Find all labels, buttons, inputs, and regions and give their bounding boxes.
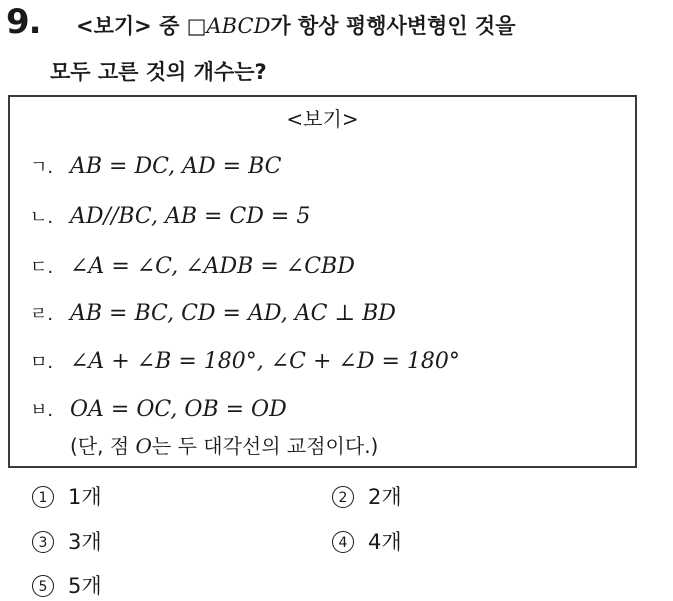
choice-4[interactable] (332, 526, 402, 556)
quadrilateral-name: ABCD (206, 14, 271, 38)
choice-3[interactable] (32, 526, 102, 556)
example-item-3 (30, 253, 355, 279)
choice-number-circle: 4 (332, 531, 354, 553)
question-prefix: <보기> 중 □ (76, 14, 207, 38)
question-line-2: 모두 고른 것의 개수는? (50, 60, 267, 84)
item-label: ㄴ. (30, 207, 54, 228)
choice-text: 5개 (68, 574, 102, 598)
example-note (70, 430, 378, 459)
choice-text: 2개 (368, 485, 402, 509)
example-item-6 (30, 396, 287, 422)
choice-number-circle: 3 (32, 531, 54, 553)
note-prefix: (단, 점 (70, 434, 136, 458)
choice-5[interactable] (32, 570, 102, 600)
choice-2[interactable] (332, 481, 402, 511)
example-box (8, 95, 637, 468)
choice-text: 3개 (68, 530, 102, 554)
item-label: ㄱ. (30, 157, 54, 178)
item-expression: AD//BC, AB = CD = 5 (70, 204, 311, 229)
choice-text: 4개 (368, 530, 402, 554)
question-number: 9. (6, 2, 41, 42)
choice-text: 1개 (68, 485, 102, 509)
item-expression: AB = BC, CD = AD, AC ⊥ BD (70, 301, 396, 326)
item-label: ㄷ. (30, 257, 54, 278)
item-expression: AB = DC, AD = BC (70, 154, 282, 179)
choice-1[interactable] (32, 481, 102, 511)
choice-number-circle: 2 (332, 486, 354, 508)
choice-number-circle: 5 (32, 575, 54, 597)
example-box-title: <보기> (286, 107, 359, 131)
choice-number-circle: 1 (32, 486, 54, 508)
note-point: O (135, 434, 152, 458)
item-label: ㄹ. (30, 304, 54, 325)
question-line-1 (76, 10, 516, 40)
question-suffix: 가 항상 평행사변형인 것을 (270, 14, 516, 38)
example-item-5 (30, 348, 460, 374)
example-item-4 (30, 300, 396, 326)
item-expression: ∠A + ∠B = 180°, ∠C + ∠D = 180° (70, 349, 460, 374)
item-expression: ∠A = ∠C, ∠ADB = ∠CBD (70, 254, 355, 279)
example-item-1 (30, 153, 282, 179)
example-item-2 (30, 203, 310, 229)
item-expression: OA = OC, OB = OD (70, 397, 287, 422)
note-suffix: 는 두 대각선의 교점이다.) (151, 434, 379, 458)
item-label: ㅁ. (30, 352, 54, 373)
item-label: ㅂ. (30, 400, 54, 421)
